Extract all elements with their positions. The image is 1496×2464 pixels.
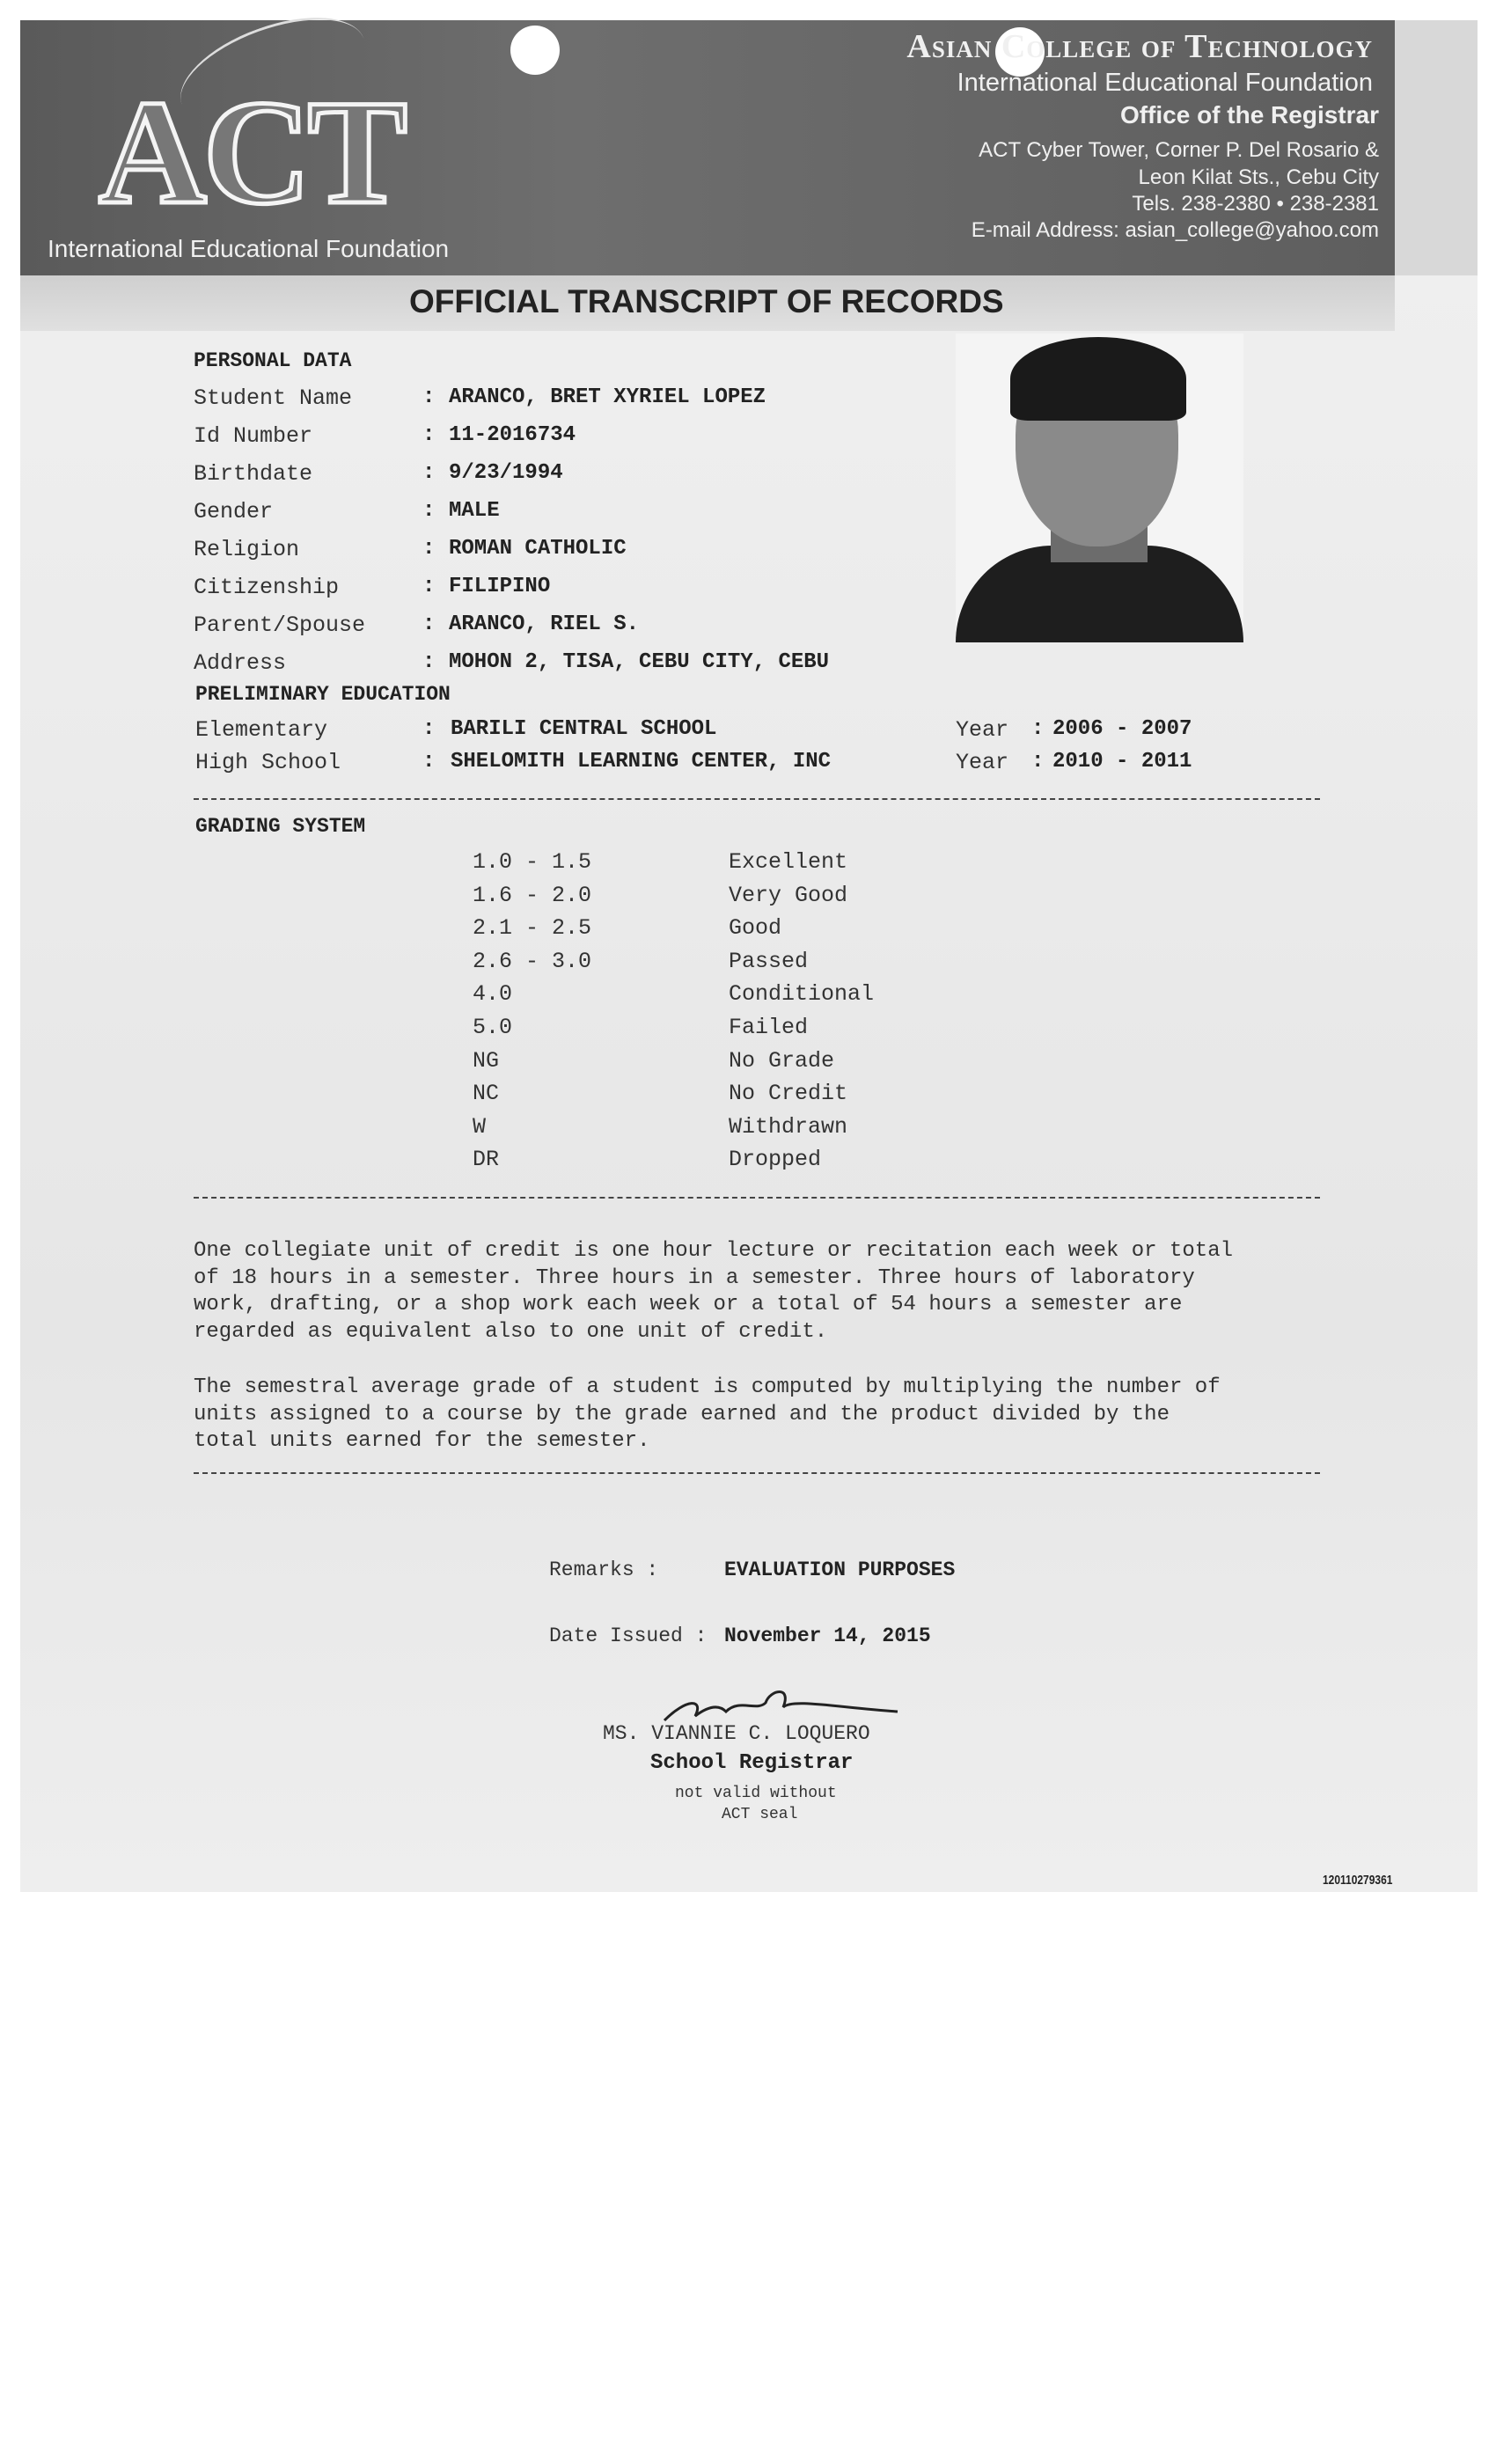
field-colon: : (422, 575, 436, 598)
grade-range: DR (473, 1147, 500, 1173)
field-label: Religion (194, 537, 300, 562)
field-colon: : (422, 499, 436, 523)
date-issued-value: November 14, 2015 (724, 1624, 931, 1647)
student-photo (956, 334, 1243, 642)
school-name-value: BARILI CENTRAL SCHOOL (451, 717, 717, 741)
grade-description: Withdrawn (729, 1113, 848, 1140)
grade-range: 1.6 - 2.0 (473, 882, 592, 908)
average-note: The semestral average grade of a student is computed by multiplying the number of units assigned to a course by the grade earned and the product divided by the total units earned for the semester. (194, 1375, 1221, 1453)
grade-description: No Credit (729, 1081, 848, 1107)
field-colon: : (422, 461, 436, 485)
grade-range: W (473, 1113, 487, 1140)
address-line2: Leon Kilat Sts., Cebu City (1138, 165, 1379, 189)
field-label: Gender (194, 499, 274, 524)
credit-note: One collegiate unit of credit is one hour lecture or recitation each week or total of 18 hours in a semester. Three hours in a semester. Three hours of laboratory work, drafting, or a shop work each week or a total of 54 hours a semester are regarded as equivalent also to one unit of credit. (194, 1239, 1233, 1344)
grade-range: NC (473, 1081, 500, 1107)
school-name-value: SHELOMITH LEARNING CENTER, INC (451, 750, 832, 774)
field-label: Id Number (194, 423, 313, 449)
divider (194, 798, 1320, 800)
address-line1: ACT Cyber Tower, Corner P. Del Rosario & (979, 138, 1379, 162)
year-label: Year (956, 717, 1009, 743)
divider (194, 1197, 1320, 1199)
grade-range: NG (473, 1047, 500, 1074)
field-colon: : (422, 717, 436, 741)
field-value: 11-2016734 (449, 423, 576, 447)
grade-description: Good (729, 915, 782, 942)
registrar-title: School Registrar (650, 1751, 854, 1775)
registrar-name: MS. VIANNIE C. LOQUERO (603, 1722, 870, 1745)
grade-description: Conditional (729, 981, 875, 1008)
logo-subtitle: International Educational Foundation (48, 235, 450, 262)
field-colon: : (1031, 750, 1045, 774)
grading-heading: GRADING SYSTEM (195, 815, 366, 838)
document-title: OFFICIAL TRANSCRIPT OF RECORDS (409, 283, 1004, 319)
personal-data-heading: PERSONAL DATA (194, 349, 352, 372)
grade-description: No Grade (729, 1047, 835, 1074)
punch-hole (510, 26, 560, 75)
grade-range: 4.0 (473, 981, 513, 1008)
grade-range: 1.0 - 1.5 (473, 849, 592, 875)
school-level-label: High School (195, 750, 341, 775)
office-name: Office of the Registrar (1119, 101, 1379, 128)
seal-note: not valid without (675, 1785, 837, 1802)
school-year-value: 2006 - 2007 (1052, 717, 1192, 741)
seal-note: ACT seal (722, 1806, 798, 1823)
grade-description: Passed (729, 948, 809, 974)
school-year-value: 2010 - 2011 (1052, 750, 1192, 774)
grade-description: Dropped (729, 1147, 822, 1173)
field-value: 9/23/1994 (449, 461, 563, 485)
field-label: Birthdate (194, 461, 313, 487)
field-colon: : (422, 650, 436, 674)
field-colon: : (422, 537, 436, 561)
field-colon: : (1031, 717, 1045, 741)
grade-range: 5.0 (473, 1015, 513, 1040)
field-colon: : (422, 423, 436, 447)
school-level-label: Elementary (195, 717, 328, 743)
field-colon: : (422, 750, 436, 774)
field-colon: : (422, 385, 436, 409)
field-label: Parent/Spouse (194, 612, 366, 638)
field-value: ARANCO, BRET XYRIEL LOPEZ (449, 385, 766, 409)
field-label: Address (194, 650, 287, 676)
grade-range: 2.6 - 3.0 (473, 948, 592, 974)
grade-range: 2.1 - 2.5 (473, 915, 592, 942)
grade-description: Excellent (729, 849, 848, 875)
field-value: ROMAN CATHOLIC (449, 537, 627, 561)
act-logo: ACT (99, 70, 404, 235)
phone-numbers: Tels. 238-2380 • 238-2381 (1132, 192, 1379, 216)
serial-number: 120110279361 (1323, 1873, 1393, 1888)
foundation-name: International Educational Foundation (957, 69, 1373, 97)
remarks-label: Remarks : (549, 1558, 659, 1581)
divider (194, 1472, 1320, 1474)
field-value: FILIPINO (449, 575, 551, 598)
field-label: Citizenship (194, 575, 340, 600)
grade-description: Very Good (729, 882, 848, 908)
year-label: Year (956, 750, 1009, 775)
field-value: ARANCO, RIEL S. (449, 612, 640, 636)
school-name: Asian College of Technology (906, 28, 1373, 65)
field-label: Student Name (194, 385, 353, 411)
preliminary-heading: PRELIMINARY EDUCATION (195, 683, 451, 706)
field-value: MOHON 2, TISA, CEBU CITY, CEBU (449, 650, 830, 674)
field-value: MALE (449, 499, 500, 523)
photo-hair (1010, 337, 1186, 421)
banner-edge (1395, 20, 1478, 275)
grade-description: Failed (729, 1015, 809, 1040)
date-issued-label: Date Issued : (549, 1624, 708, 1647)
remarks-value: EVALUATION PURPOSES (724, 1558, 956, 1581)
email-address: E-mail Address: asian_college@yahoo.com (971, 218, 1379, 242)
field-colon: : (422, 612, 436, 636)
